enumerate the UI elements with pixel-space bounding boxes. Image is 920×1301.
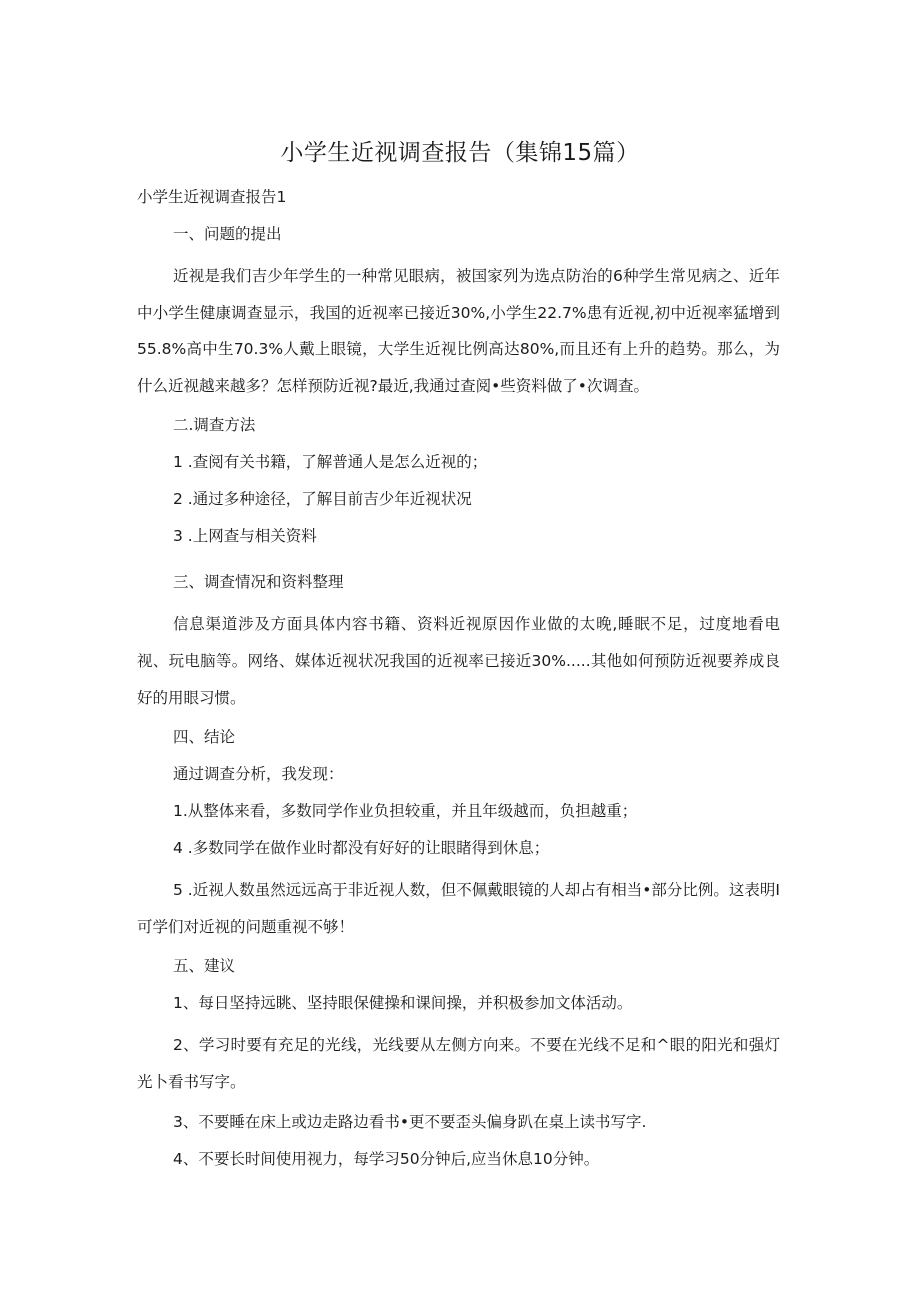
heading-conclusion: 四、结论	[173, 728, 236, 747]
paragraph-problem: 近视是我们吉少年学生的一种常见眼病，被国家列为选点防治的6种学生常见病之、近年中小学生健康调查显示，我国的近视率已接近30%,小学生22.7%患有近视,初中近视率猛增到55.8%高中生70.3%人戴上眼镜，大学生近视比例高达80%,而且还有上升的趋势。那么，为什么近视越来越多？怎样预防近视?最近,我通过查阅•些资料做了•次调查。	[137, 267, 780, 395]
method-item-1: 1 .查阅有关书籍，了解普通人是怎么近视的；	[173, 453, 488, 472]
suggestion-item-1: 1、每日坚持远眺、坚持眼保健操和课间操，并积极参加文体活动。	[173, 994, 633, 1013]
conclusion-intro: 通过调查分析，我发现：	[173, 765, 344, 784]
conclusion-item-5: 5 .近视人数虽然远远高于非近视人数，但不佩戴眼镜的人却占有相当•部分比例。这表明I可学们对近视的问题重视不够！	[137, 881, 780, 936]
method-item-2: 2 .通过多种途径，了解目前吉少年近视状况	[173, 490, 472, 509]
heading-suggestion: 五、建议	[173, 957, 236, 976]
section-subtitle: 小学生近视调查报告1	[137, 188, 287, 206]
document-body	[137, 184, 780, 1183]
suggestion-item-4: 4、不要长时间使用视力，每学习50分钟后,应当休息10分钟。	[173, 1149, 600, 1168]
heading-method: 二.调查方法	[173, 416, 256, 435]
paragraph-survey: 信息渠道涉及方面具体内容书籍、资料近视原因作业做的太晚,睡眠不足，过度地看电视、玩电脑等。网络、媒体近视状况我国的近视率已接近30%.....其他如何预防近视要养成良好的用眼习惯。	[137, 615, 780, 707]
conclusion-item-4: 4 .多数同学在做作业时都没有好好的让眼睹得到休息；	[173, 839, 550, 858]
heading-survey: 三、调查情况和资料整理	[173, 573, 344, 592]
suggestion-item-3: 3、不要睡在床上或边走路边看书•更不要歪头偏身趴在桌上读书写字.	[173, 1112, 647, 1131]
method-item-3: 3 .上网查与相关资料	[173, 527, 317, 546]
heading-problem: 一、问题的提出	[173, 225, 282, 243]
document-title: 小学生近视调查报告（集锦15篇）	[280, 140, 640, 166]
suggestion-item-2: 2、学习时要有充足的光线，光线要从左侧方向来。不要在光线不足和^眼的阳光和强灯光卜看书写字。	[137, 1036, 780, 1091]
conclusion-item-1: 1.从整体来看，多数同学作业负担较重，并且年级越而，负担越重；	[173, 802, 638, 821]
